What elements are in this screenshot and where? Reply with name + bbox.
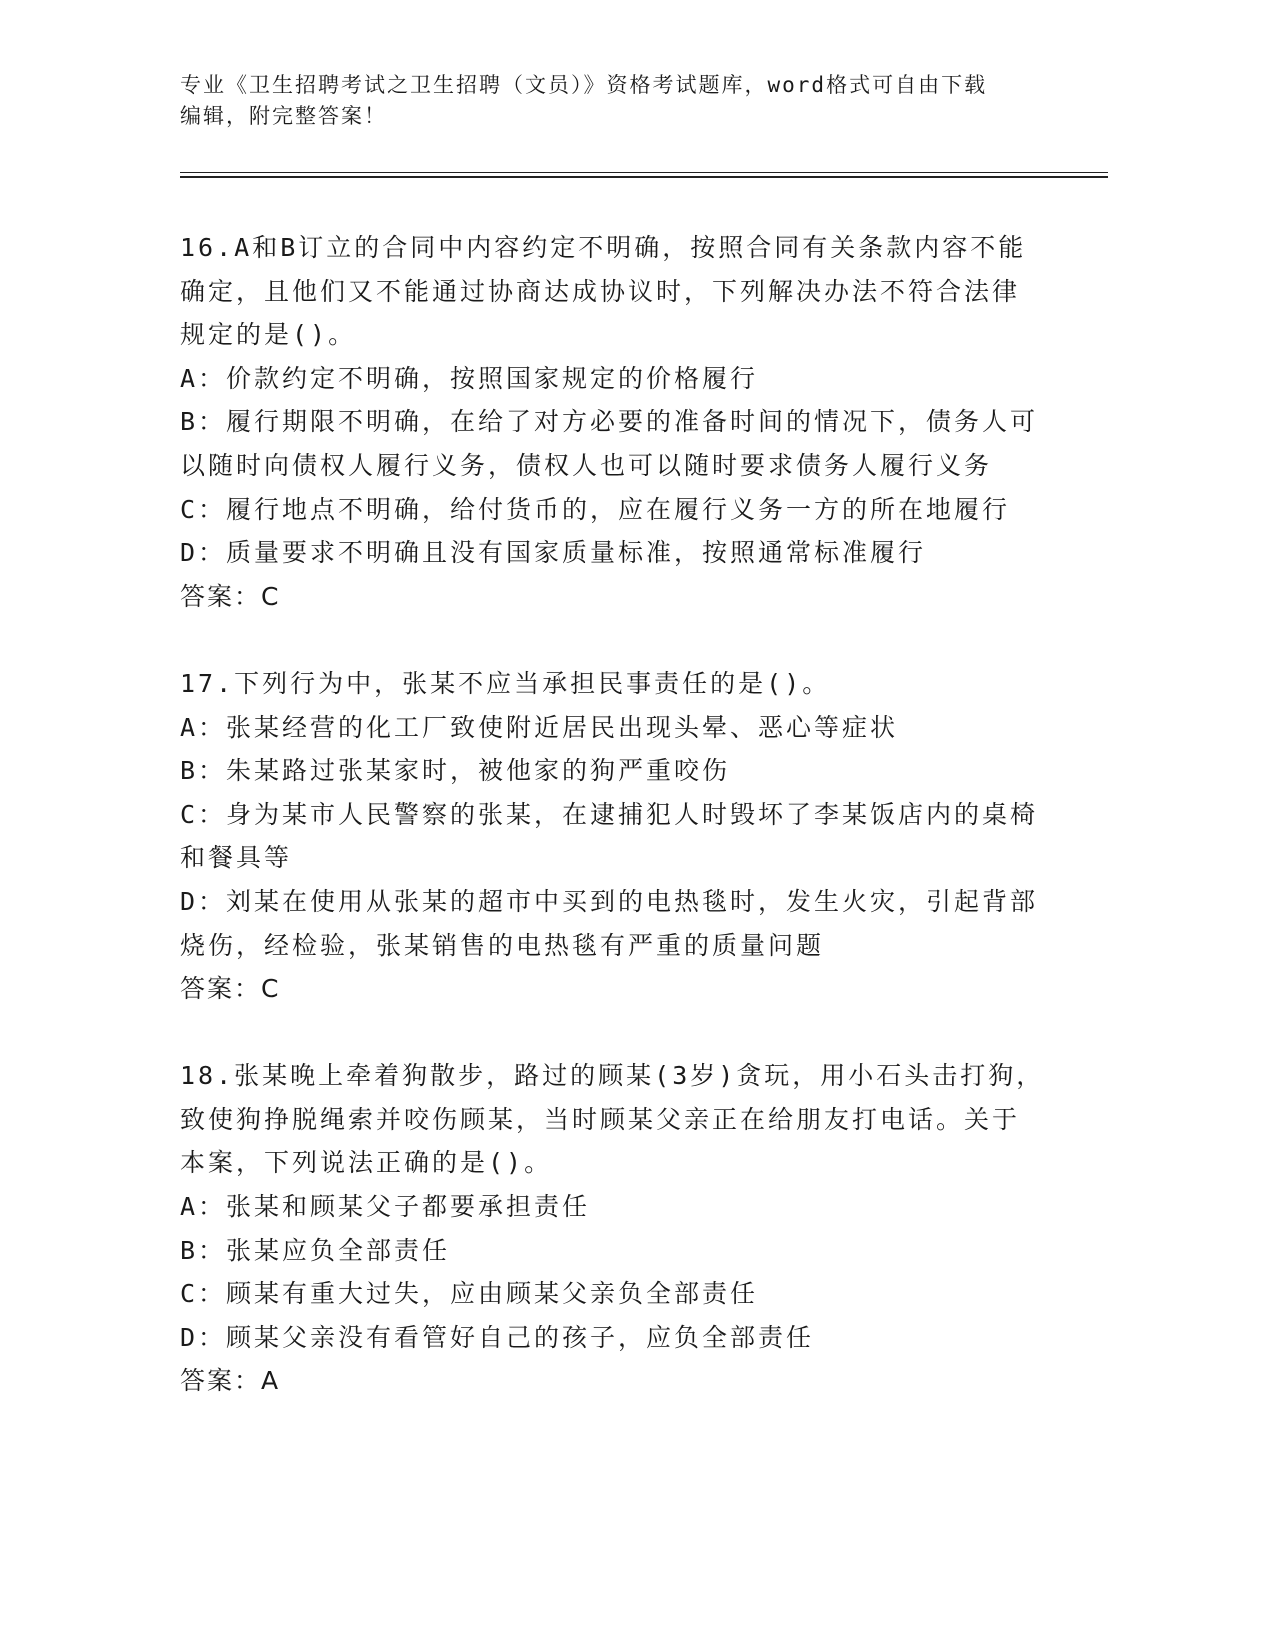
- question-17: [180, 662, 1080, 1011]
- question-stem-line: 致使狗挣脱绳索并咬伤顾某，当时顾某父亲正在给朋友打电话。关于: [180, 1104, 1021, 1134]
- option-b: B：朱某路过张某家时，被他家的狗严重咬伤: [180, 756, 731, 786]
- question-stem-line: 确定，且他们又不能通过协商达成协议时，下列解决办法不符合法律: [180, 276, 1021, 306]
- header-line-2: 编辑，附完整答案！: [180, 104, 387, 128]
- header-line-1: 专业《卫生招聘考试之卫生招聘（文员）》资格考试题库，word格式可自由下载: [180, 73, 988, 97]
- question-16: [180, 226, 1080, 618]
- option-d: D：顾某父亲没有看管好自己的孩子，应负全部责任: [180, 1322, 815, 1352]
- question-18: [180, 1054, 1080, 1403]
- question-stem-line: 本案，下列说法正确的是()。: [180, 1148, 553, 1178]
- option-d-continued: 烧伤，经检验，张某销售的电热毯有严重的质量问题: [180, 930, 825, 960]
- option-a: A：价款约定不明确，按照国家规定的价格履行: [180, 363, 759, 393]
- document-header: [180, 70, 1080, 132]
- option-a: A：张某和顾某父子都要承担责任: [180, 1192, 591, 1222]
- option-c: C：履行地点不明确，给付货币的，应在履行义务一方的所在地履行: [180, 494, 1011, 524]
- answer-line: 答案：A: [180, 1366, 281, 1396]
- header-divider-thick: [180, 176, 1108, 178]
- header-divider-thin: [180, 172, 1108, 173]
- question-stem-line: 18.张某晚上牵着狗散步，路过的顾某(3岁)贪玩，用小石头击打狗，: [180, 1061, 1045, 1091]
- option-b: B：张某应负全部责任: [180, 1235, 451, 1265]
- answer-line: 答案：C: [180, 974, 281, 1004]
- option-c-continued: 和餐具等: [180, 843, 293, 873]
- question-list: [180, 226, 1080, 1447]
- question-stem-line: 规定的是()。: [180, 320, 357, 350]
- question-stem-line: 16.A和B订立的合同中内容约定不明确，按照合同有关条款内容不能: [180, 233, 1027, 262]
- option-b-continued: 以随时向债权人履行义务，债权人也可以随时要求债务人履行义务: [180, 450, 993, 480]
- option-c: C：身为某市人民警察的张某，在逮捕犯人时毁坏了李某饭店内的桌椅: [180, 799, 1039, 829]
- option-a: A：张某经营的化工厂致使附近居民出现头晕、恶心等症状: [180, 712, 899, 742]
- option-c: C：顾某有重大过失，应由顾某父亲负全部责任: [180, 1279, 759, 1309]
- option-b: B：履行期限不明确，在给了对方必要的准备时间的情况下，债务人可: [180, 407, 1039, 437]
- option-d: D：质量要求不明确且没有国家质量标准，按照通常标准履行: [180, 538, 927, 568]
- option-d: D：刘某在使用从张某的超市中买到的电热毯时，发生火灾，引起背部: [180, 886, 1039, 916]
- answer-line: 答案：C: [180, 581, 281, 611]
- question-stem-line: 17.下列行为中，张某不应当承担民事责任的是()。: [180, 668, 831, 698]
